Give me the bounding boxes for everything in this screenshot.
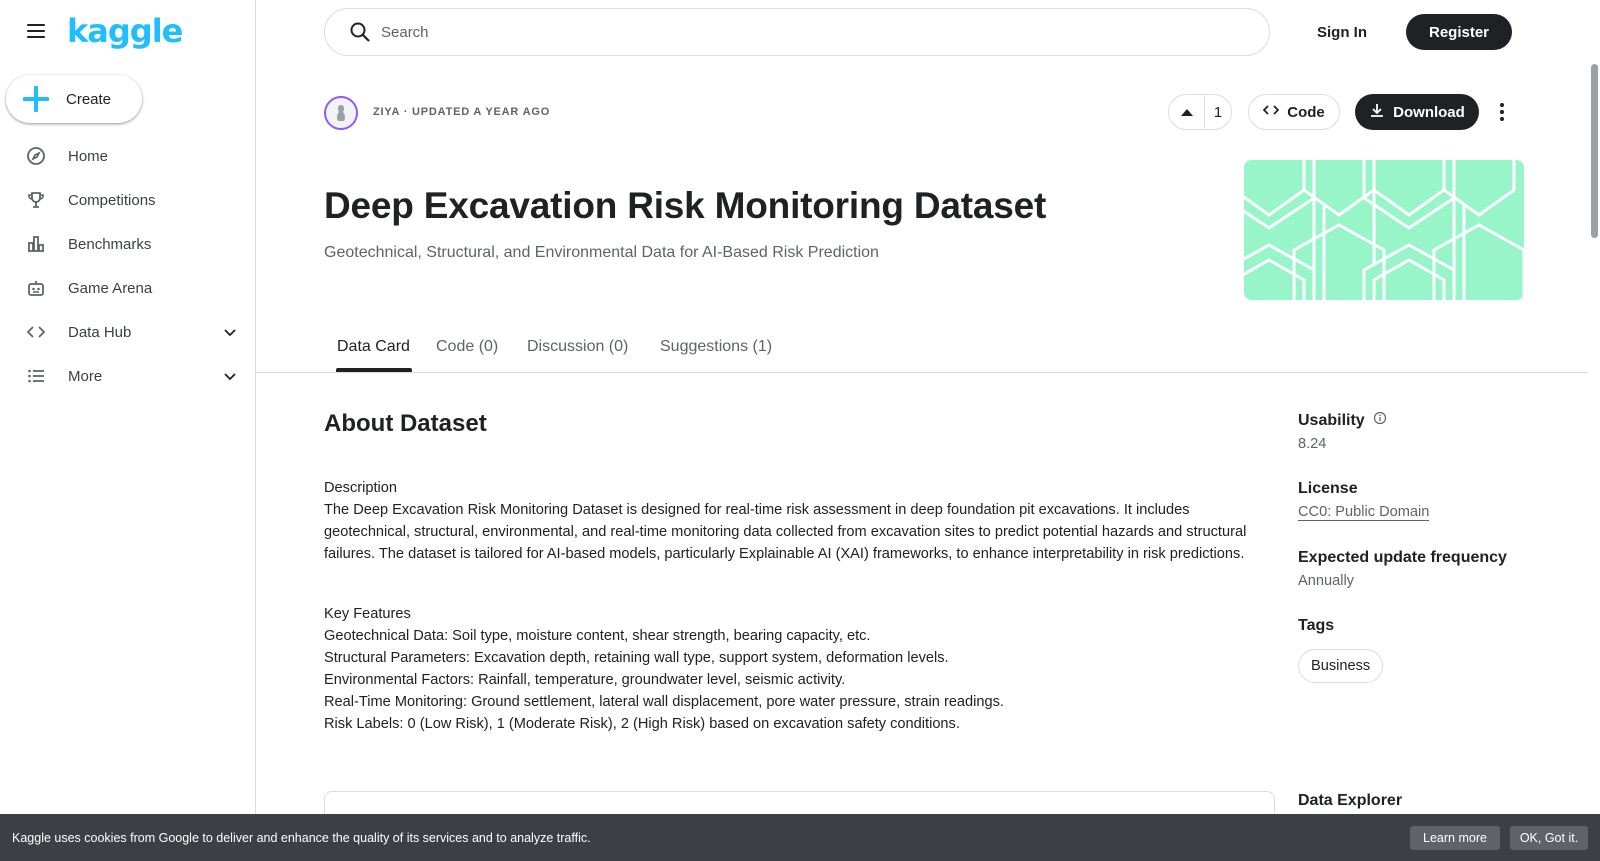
update-frequency-label: Expected update frequency — [1298, 549, 1507, 566]
description-label: Description — [324, 480, 397, 496]
code-button-label: Code — [1287, 103, 1325, 121]
license-link[interactable]: CC0: Public Domain — [1298, 504, 1430, 520]
more-options-icon[interactable] — [1488, 98, 1516, 126]
menu-icon[interactable] — [24, 20, 48, 44]
avatar[interactable] — [324, 96, 358, 130]
list-item: Environmental Factors: Rainfall, temperature, groundwater level, seismic activity. — [324, 672, 846, 688]
page-scrollbar[interactable] — [1588, 0, 1600, 861]
key-features-list — [324, 625, 1266, 735]
sidebar-nav — [0, 134, 256, 398]
download-icon — [1369, 102, 1385, 122]
sidebar-item-competitions[interactable] — [0, 178, 256, 222]
list-item: Risk Labels: 0 (Low Risk), 1 (Moderate Risk), 2 (High Risk) based on excavation safety conditions. — [324, 716, 960, 732]
upvote-control — [1168, 94, 1232, 130]
download-button[interactable] — [1355, 94, 1479, 130]
tags-label: Tags — [1298, 617, 1335, 634]
update-frequency-value: Annually — [1298, 573, 1354, 589]
chevron-down-icon[interactable] — [222, 368, 238, 384]
code-brackets-icon — [1263, 102, 1279, 122]
usability-section — [1298, 411, 1548, 452]
tab-discussion[interactable]: Discussion (0) — [527, 338, 629, 355]
key-features-label: Key Features — [324, 606, 411, 622]
sidebar-item-data-hub[interactable] — [0, 310, 256, 354]
list-icon — [26, 366, 46, 386]
scrollbar-thumb[interactable] — [1591, 64, 1598, 238]
cookie-text: Kaggle uses cookies from Google to deliver and enhance the quality of its services and to analyze traffic. — [12, 830, 591, 845]
search-bar[interactable] — [324, 8, 1270, 56]
code-button[interactable] — [1248, 94, 1340, 130]
sidebar-item-game-arena[interactable] — [0, 266, 256, 310]
about-heading: About Dataset — [324, 410, 487, 437]
dataset-byline: ZIYA · UPDATED A YEAR AGO — [373, 106, 551, 118]
compass-icon — [26, 146, 46, 166]
usability-value: 8.24 — [1298, 436, 1327, 452]
dataset-cover-image — [1244, 160, 1524, 300]
cookie-ok-button[interactable]: OK, Got it. — [1510, 826, 1588, 850]
info-icon[interactable] — [1373, 411, 1387, 430]
active-tab-indicator — [336, 368, 412, 372]
bar-chart-icon — [26, 234, 46, 254]
kaggle-logo[interactable]: kaggle — [67, 12, 183, 50]
tag-chip[interactable]: Business — [1298, 649, 1383, 683]
license-section — [1298, 480, 1548, 521]
description-text: The Deep Excavation Risk Monitoring Dataset is designed for real-time risk assessment in deep foundation pit excavations. It includes geotechnical, structural, environmental, and real-time monitoring data collected from excavation sites to predict potential hazards and structural failures. The dataset is tailored for AI-based models, particularly Explainable AI (XAI) frameworks, to enhance interpretability in risk predictions. — [324, 502, 1247, 562]
sidebar-item-label: Game Arena — [68, 279, 153, 297]
data-explorer-section — [1298, 792, 1548, 810]
data-explorer-label: Data Explorer — [1298, 792, 1403, 809]
create-button[interactable] — [6, 75, 142, 123]
trophy-icon — [26, 190, 46, 210]
sidebar — [0, 0, 256, 861]
dataset-tabs — [256, 330, 1588, 373]
sidebar-item-benchmarks[interactable] — [0, 222, 256, 266]
sidebar-item-label: Data Hub — [68, 323, 132, 341]
register-button[interactable]: Register — [1406, 14, 1512, 50]
download-button-label: Download — [1393, 103, 1465, 121]
sidebar-item-label: Competitions — [68, 191, 156, 209]
list-item: Real-Time Monitoring: Ground settlement, lateral wall displacement, pore water pressure, strain readings. — [324, 694, 1004, 710]
sidebar-item-label: Benchmarks — [68, 235, 152, 253]
search-input[interactable] — [381, 24, 1241, 41]
license-label: License — [1298, 480, 1358, 497]
plus-icon — [23, 86, 49, 112]
page-subtitle: Geotechnical, Structural, and Environmental Data for AI-Based Risk Prediction — [324, 244, 879, 261]
sign-in-button[interactable]: Sign In — [1317, 23, 1367, 41]
learn-more-button[interactable]: Learn more — [1410, 826, 1500, 850]
page-title: Deep Excavation Risk Monitoring Dataset — [324, 185, 1047, 226]
chevron-down-icon[interactable] — [222, 324, 238, 340]
sidebar-item-more[interactable] — [0, 354, 256, 398]
code-brackets-icon — [26, 322, 46, 342]
usability-label: Usability — [1298, 411, 1365, 429]
update-frequency-section — [1298, 549, 1548, 589]
sidebar-item-home[interactable] — [0, 134, 256, 178]
tab-data-card[interactable]: Data Card — [337, 338, 410, 355]
upvote-button[interactable] — [1169, 95, 1205, 129]
tags-section — [1298, 617, 1548, 683]
tab-code[interactable]: Code (0) — [436, 338, 499, 355]
robot-icon — [26, 278, 46, 298]
list-item: Structural Parameters: Excavation depth, retaining wall type, support system, deformation levels. — [324, 650, 949, 666]
search-icon — [349, 21, 371, 43]
sidebar-item-label: More — [68, 367, 103, 385]
cookie-banner — [0, 814, 1600, 861]
upvote-count: 1 — [1213, 103, 1223, 121]
sidebar-item-label: Home — [68, 147, 109, 165]
list-item: Geotechnical Data: Soil type, moisture content, shear strength, bearing capacity, etc. — [324, 628, 871, 644]
create-label: Create — [66, 90, 112, 108]
tab-suggestions[interactable]: Suggestions (1) — [660, 338, 773, 355]
